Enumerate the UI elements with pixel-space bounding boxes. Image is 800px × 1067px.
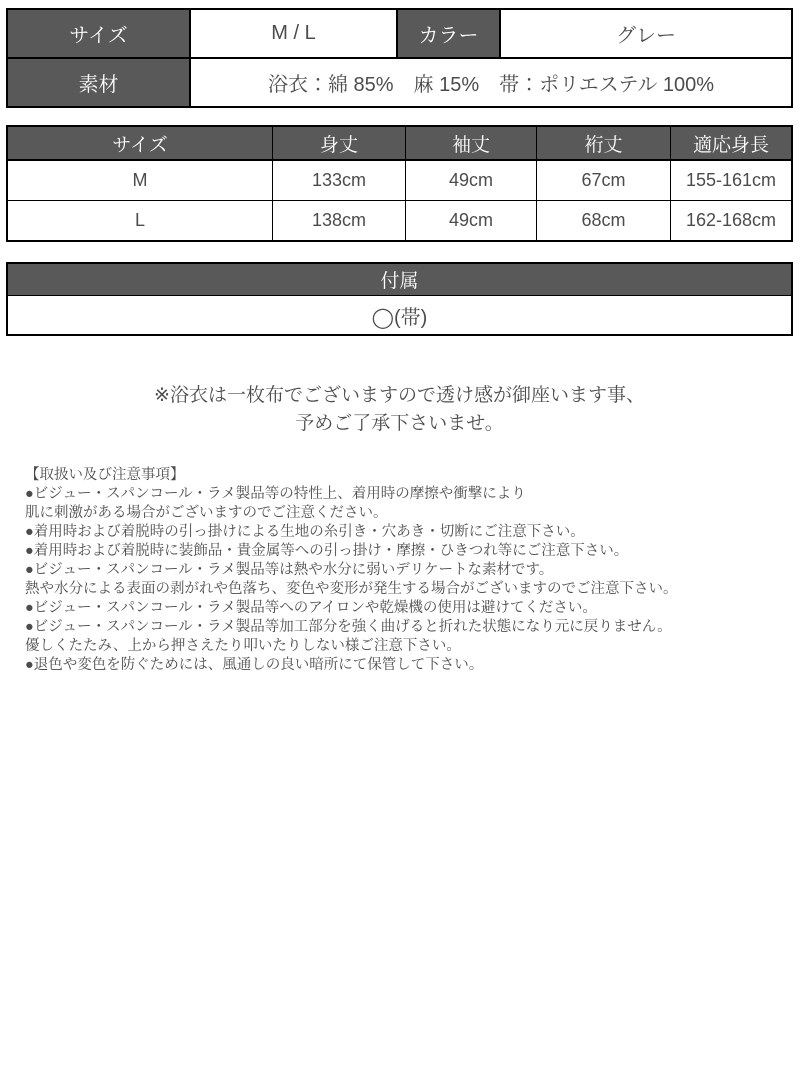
column-header: 身丈 (273, 126, 406, 160)
care-note-line: ●ビジュー・スパンコール・ラメ製品等へのアイロンや乾燥機の使用は避けてください。 (25, 600, 597, 616)
size-chart-table (6, 125, 793, 242)
product-info-table (6, 8, 793, 108)
fit-height-cell: 155-161cm (671, 160, 793, 201)
column-header: 裄丈 (537, 126, 671, 160)
yuki-length-cell: 68cm (537, 201, 671, 242)
column-header: サイズ (7, 126, 273, 160)
care-note-line: ●ビジュー・スパンコール・ラメ製品等の特性上、着用時の摩擦や衝撃により (25, 486, 526, 502)
table-row (7, 160, 792, 201)
accessory-table (6, 262, 793, 336)
column-header: 袖丈 (406, 126, 537, 160)
care-notes-title: 【取扱い及び注意事項】 (25, 467, 185, 483)
size-value-cell: M / L (190, 9, 397, 58)
table-row (7, 58, 792, 107)
accessory-header-cell: 付属 (7, 263, 792, 296)
material-value-cell: 浴衣：綿 85% 麻 15% 帯：ポリエステル 100% (190, 58, 792, 107)
care-note-line: ●ビジュー・スパンコール・ラメ製品等加工部分を強く曲げると折れた状態になり元に戻りません。 (25, 619, 672, 635)
size-cell: M (7, 160, 273, 201)
care-note-line: 優しくたたみ、上から押さえたり叩いたりしない様ご注意下さい。 (25, 638, 461, 654)
sheer-notice-line2: 予めご了承下さいませ。 (295, 413, 504, 434)
care-note-line: 熱や水分による表面の剥がれや色落ち、変色や変形が発生する場合がございますのでご注意下さい。 (25, 581, 678, 597)
column-header: 適応身長 (671, 126, 793, 160)
size-chart-header-row (7, 126, 792, 160)
table-row (7, 201, 792, 242)
size-cell: L (7, 201, 273, 242)
color-value-cell: グレー (500, 9, 792, 58)
accessory-value-cell: ◯(帯) (7, 296, 792, 336)
sheer-notice-line1: ※浴衣は一枚布でございますので透け感が御座います事、 (154, 385, 645, 406)
yuki-length-cell: 67cm (537, 160, 671, 201)
care-note-line: ●退色や変色を防ぐためには、風通しの良い暗所にて保管して下さい。 (25, 657, 484, 673)
care-note-line: ●ビジュー・スパンコール・ラメ製品等は熱や水分に弱いデリケートな素材です。 (25, 562, 554, 578)
care-note-line: ●着用時および着脱時の引っ掛けによる生地の糸引き・穴あき・切断にご注意下さい。 (25, 524, 585, 540)
size-label-cell: サイズ (7, 9, 190, 58)
material-label-cell: 素材 (7, 58, 190, 107)
table-row (7, 296, 792, 336)
sleeve-length-cell: 49cm (406, 201, 537, 242)
body-length-cell: 138cm (273, 201, 406, 242)
table-row (7, 9, 792, 58)
care-note-line: 肌に刺激がある場合がございますのでご注意ください。 (25, 505, 388, 521)
accessory-header-row (7, 263, 792, 296)
fit-height-cell: 162-168cm (671, 201, 793, 242)
sleeve-length-cell: 49cm (406, 160, 537, 201)
care-notes (25, 466, 793, 675)
care-note-line: ●着用時および着脱時に装飾品・貴金属等への引っ掛け・摩擦・ひきつれ等にご注意下さい。 (25, 543, 629, 559)
color-label-cell: カラー (397, 9, 500, 58)
body-length-cell: 133cm (273, 160, 406, 201)
sheer-notice (6, 382, 793, 438)
